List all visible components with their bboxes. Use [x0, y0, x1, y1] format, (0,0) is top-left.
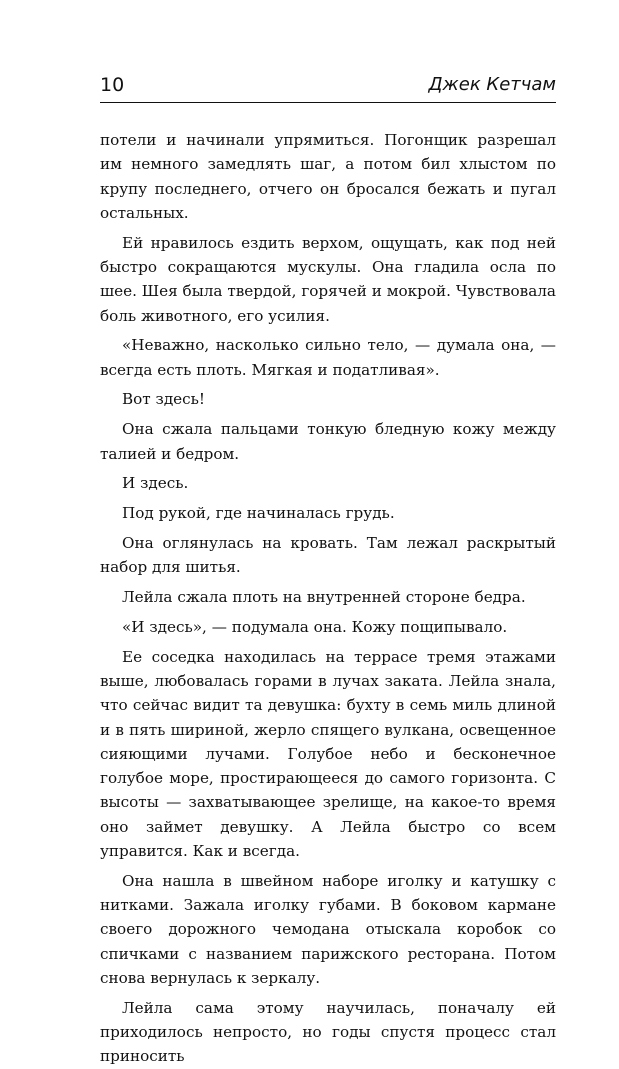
- paragraph: И здесь.: [122, 474, 189, 493]
- paragraph: Она оглянулась на кровать. Там лежал раскрытый набор для шитья.: [100, 533, 556, 577]
- page-number: 10: [100, 74, 125, 96]
- header-rule: [100, 102, 556, 103]
- body-text: [100, 128, 556, 1069]
- paragraph: Ей нравилось ездить верхом, ощущать, как под ней быстро сокращаются мускулы. Она гладила осла по шее. Шея была твердой, горячей и мокрой. Чувствовала боль животного, его усилия.: [100, 233, 556, 325]
- running-head-author: Джек Кетчам: [428, 74, 556, 95]
- paragraph: Под рукой, где начиналась грудь.: [122, 504, 395, 523]
- paragraph: Лейла сама этому научилась, поначалу ей приходилось непросто, но годы спустя процесс стал приносить: [100, 998, 556, 1066]
- paragraph: «Неважно, насколько сильно тело, — думала она, — всегда есть плоть. Мягкая и податливая».: [100, 336, 556, 379]
- paragraph: Вот здесь!: [122, 390, 206, 409]
- paragraph: потели и начинали упрямиться. Погонщик разрешал им немного замедлять шаг, а потом бил хлыстом по крупу последнего, отчего он бросался бежать и пугал остальных.: [100, 131, 556, 222]
- page-header: [100, 74, 556, 102]
- paragraph: Она сжала пальцами тонкую бледную кожу между талией и бедром.: [100, 420, 556, 463]
- paragraph: «И здесь», — подумала она. Кожу пощипывало.: [122, 617, 508, 636]
- paragraph: Лейла сжала плоть на внутренней стороне бедра.: [122, 588, 526, 607]
- paragraph: Ее соседка находилась на террасе тремя этажами выше, любовалась горами в лучах заката. Лейла знала, что сейчас видит та девушка: бухту в семь миль длиной и в пять шириной, жерло спящего вулкана, освещенное сияющими лучами. Голубое небо и бесконечное голубое море, простирающееся до самого горизонта. С высоты — захватывающее зрелище, на какое-то время оно займет девушку. А Лейла быстро со всем управится. Как и всегда.: [100, 647, 556, 861]
- paragraph: Она нашла в швейном наборе иголку и катушку с нитками. Зажала иголку губами. В боковом кармане своего дорожного чемодана отыскала коробок со спичками с названием парижского ресторана. Потом снова вернулась к зеркалу.: [100, 871, 556, 987]
